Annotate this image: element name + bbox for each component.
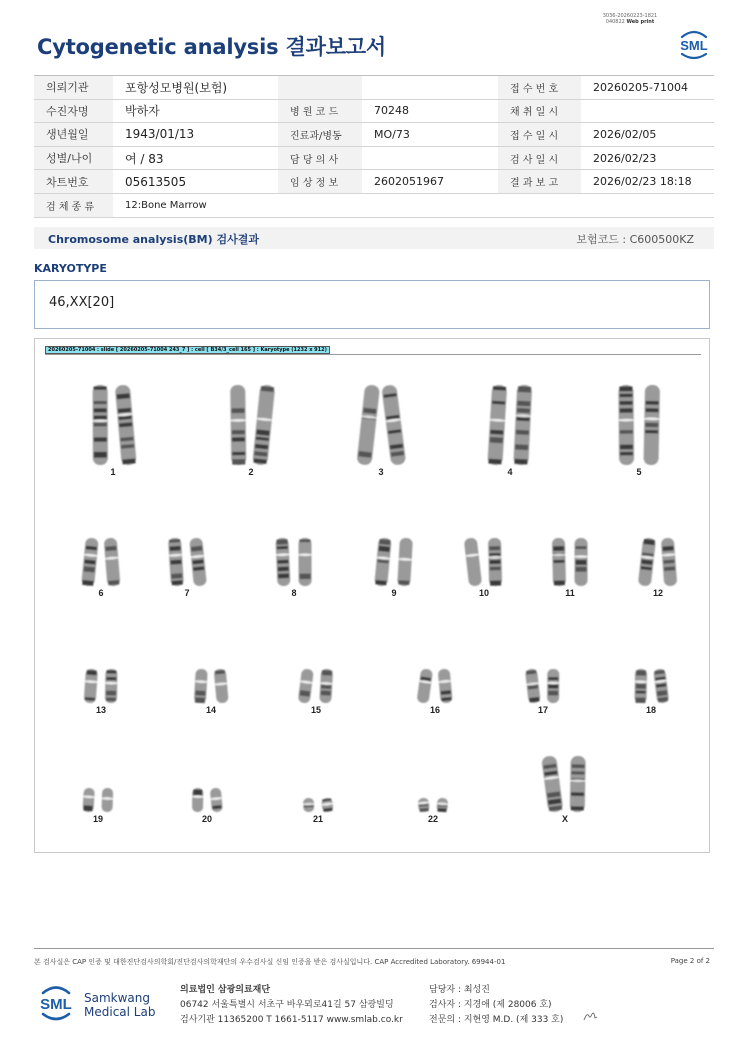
chromosome (637, 537, 656, 586)
info-label: 검 사 일 시 (498, 146, 581, 170)
chromosome-label: 1 (110, 467, 116, 477)
document-code-line1: 3036-20260223-1821 (602, 13, 658, 19)
chromosome-pair-6 (81, 537, 121, 598)
chromosome-label: 7 (184, 588, 190, 598)
info-label: 차트번호 (34, 170, 113, 194)
info-value: 70248 (362, 99, 498, 123)
chromosome (191, 788, 203, 812)
chromosome-label: 2 (248, 467, 254, 477)
chromosome (104, 669, 118, 703)
chromosome (167, 538, 184, 587)
chromosome-pair-19 (82, 788, 114, 824)
chromosome (437, 668, 453, 703)
specimen-label: 검 체 종 류 (34, 193, 113, 217)
chromosome (83, 669, 98, 704)
chromosome (189, 537, 208, 586)
chromosome (574, 538, 588, 586)
info-value: 05613505 (113, 170, 278, 194)
chromosome-pair-20 (191, 788, 223, 824)
staff-line: 전문의 : 지현영 M.D. (제 333 호) (429, 1015, 564, 1025)
info-row (34, 170, 714, 194)
info-label: 채 취 일 시 (498, 99, 581, 123)
svg-text:SML: SML (40, 996, 72, 1013)
chromosome-label: 18 (645, 705, 657, 715)
chromosome-pair-18 (634, 668, 670, 715)
chromosome-label: 15 (310, 705, 322, 715)
brand-line1: Samkwang (84, 991, 150, 1005)
chromosome (275, 538, 291, 587)
chromosome-pair-13 (83, 669, 118, 715)
chromosome-label: 11 (565, 588, 575, 598)
report-title: Cytogenetic analysis 결과보고서 (37, 35, 386, 59)
org-address: 06742 서울특별시 서초구 바우뫼로41길 57 삼광빌딩 (180, 1000, 394, 1010)
chromosome (487, 385, 508, 466)
karyotype-label: KARYOTYPE (34, 262, 107, 275)
chromosome-pair-8 (275, 538, 312, 598)
org-contact: 검사기관 11365200 T 1661-5117 www.smlab.co.kr (180, 1015, 403, 1025)
chromosome (374, 537, 393, 586)
info-label: 접 수 번 호 (498, 76, 581, 100)
chromosome (82, 788, 96, 813)
chromosome (81, 537, 100, 586)
info-value (362, 76, 498, 100)
document-code (590, 13, 670, 25)
chromosome (551, 538, 566, 586)
chromosome-label: 8 (291, 588, 297, 598)
chromosome (209, 788, 223, 813)
footer-divider (34, 948, 714, 949)
info-value: 2026/02/23 18:18 (581, 170, 714, 194)
svg-text:SML: SML (680, 38, 708, 53)
chromosome (487, 538, 502, 586)
footer-organization (180, 983, 403, 1028)
org-name: 의료법인 삼광의료재단 (180, 985, 271, 995)
chromosome-pair-7 (167, 537, 207, 598)
chromosome (213, 668, 229, 703)
info-label: 결 과 보 고 (498, 170, 581, 194)
footer-brand-name (84, 991, 155, 1019)
patient-info-table (34, 75, 714, 218)
footer-staff (429, 983, 563, 1028)
info-label (278, 76, 362, 100)
info-value: 1943/01/13 (113, 123, 278, 147)
chromosome (436, 798, 449, 813)
chromosome-label: 20 (201, 814, 213, 824)
info-label: 병 원 코 드 (278, 99, 362, 123)
info-value (362, 146, 498, 170)
info-label: 수진자명 (34, 99, 113, 123)
chromosome (643, 385, 661, 465)
chromosome (302, 798, 315, 812)
chromosome (230, 385, 247, 465)
chromosome-label: 12 (652, 588, 664, 598)
info-label: 생년월일 (34, 123, 113, 147)
info-value: 2026/02/05 (581, 123, 714, 147)
footer-sml-logo (36, 982, 76, 1024)
info-label: 담 당 의 사 (278, 146, 362, 170)
karyotype-result: 46,XX[20] (49, 295, 115, 310)
chromosome (298, 538, 312, 586)
chromosome-pair-22 (417, 797, 449, 824)
chromosome-label: X (561, 814, 569, 824)
chromosome-pair-12 (637, 537, 678, 598)
chromosome-label: 10 (478, 588, 490, 598)
karyogram-image (34, 338, 710, 853)
chromosome (297, 668, 314, 703)
chromosome (92, 385, 108, 465)
chromosome (660, 538, 677, 587)
analysis-header-band (34, 227, 714, 249)
info-value: 20260205-71004 (581, 76, 714, 100)
chromosome (541, 755, 564, 813)
chromosome (103, 538, 121, 587)
chromosome (513, 385, 533, 466)
info-value: 포항성모병원(보험) (113, 76, 278, 100)
chromosome-pair-17 (524, 668, 559, 715)
chromosome-pair-15 (297, 668, 333, 715)
chromosome-pair-5 (618, 385, 661, 477)
chromosome (321, 797, 335, 812)
staff-line: 검사자 : 지경애 (제 28006 호) (429, 1000, 552, 1010)
chromosome (416, 668, 434, 703)
chromosome-pair-16 (416, 668, 453, 715)
chromosome-pair-10 (463, 537, 502, 598)
chromosome-pair-3 (356, 384, 407, 477)
karyogram-caption: 20260205-71004 : slide [ 20260205-71004 243_7 ] : cell [ B34/3_cell 165 ] : Karyotype (1232 x 912) (45, 346, 330, 354)
karyogram-canvas (35, 339, 711, 854)
signature-mark (582, 1010, 598, 1022)
chromosome-pair-x (541, 755, 587, 824)
chromosome (634, 669, 648, 703)
chromosome-label: 6 (98, 588, 104, 598)
chromosome-label: 19 (92, 814, 104, 824)
chromosome-label: 17 (537, 705, 549, 715)
page-number: Page 2 of 2 (670, 957, 710, 965)
chromosome-label: 4 (507, 467, 513, 477)
chromosome-label: 16 (429, 705, 441, 715)
karyotype-result-box (34, 280, 710, 329)
chromosome-label: 14 (205, 705, 217, 715)
chromosome (381, 384, 407, 465)
info-label: 성별/나이 (34, 146, 113, 170)
chromosome (319, 669, 334, 704)
chromosome-pair-2 (230, 384, 276, 477)
chromosome (397, 538, 414, 587)
info-row (34, 76, 714, 100)
chromosome-label: 13 (95, 705, 107, 715)
chromosome-label: 22 (427, 814, 439, 824)
analysis-title: Chromosome analysis(BM) 검사결과 (48, 233, 259, 246)
info-value: 2026/02/23 (581, 146, 714, 170)
info-value: MO/73 (362, 123, 498, 147)
chromosome-pair-4 (487, 385, 533, 477)
accreditation-notice: 본 검사실은 CAP 인증 및 대한진단검사의학회/진단검사의학재단의 우수검사실 신임 인증을 받은 검사실입니다. CAP Accredited Laboratory. 69944-01 (34, 958, 506, 966)
info-value: 2602051967 (362, 170, 498, 194)
info-label: 접 수 일 시 (498, 123, 581, 147)
chromosome (101, 788, 114, 812)
chromosome-pair-21 (302, 797, 334, 824)
info-row (34, 146, 714, 170)
staff-line: 담당자 : 최성진 (429, 985, 490, 995)
chromosome-label: 3 (378, 467, 384, 477)
chromosome (356, 384, 381, 465)
sml-logo (676, 28, 712, 62)
chromosome-pair-9 (374, 537, 414, 598)
chromosome (463, 537, 482, 586)
chromosome (653, 668, 670, 703)
chromosome (524, 668, 541, 703)
info-label: 의뢰기관 (34, 76, 113, 100)
info-value: 박하자 (113, 99, 278, 123)
chromosome-label: 5 (636, 467, 642, 477)
document-code-line2: 040822 Web print (605, 19, 655, 25)
chromosome-pair-1 (92, 384, 137, 477)
chromosome (114, 384, 137, 465)
info-label: 진료과/병동 (278, 123, 362, 147)
specimen-value: 12:Bone Marrow (113, 193, 714, 217)
chromosome (569, 756, 586, 812)
chromosome-label: 9 (391, 588, 397, 598)
info-value: 여 / 83 (113, 146, 278, 170)
brand-line2: Medical Lab (84, 1005, 156, 1019)
chromosome (618, 385, 635, 465)
info-row (34, 123, 714, 147)
chromosome (193, 669, 208, 704)
insurance-code: 보험코드 : C600500KZ (576, 233, 694, 246)
chromosome (252, 384, 276, 465)
chromosome-pair-14 (193, 668, 229, 715)
chromosome (547, 669, 560, 703)
chromosome-pair-11 (551, 538, 588, 598)
chromosome-label: 21 (312, 814, 324, 824)
web-print-label: Web print (626, 19, 655, 25)
specimen-row (34, 193, 714, 217)
info-row (34, 99, 714, 123)
info-value (581, 99, 714, 123)
info-label: 임 상 정 보 (278, 170, 362, 194)
chromosome (417, 797, 430, 812)
